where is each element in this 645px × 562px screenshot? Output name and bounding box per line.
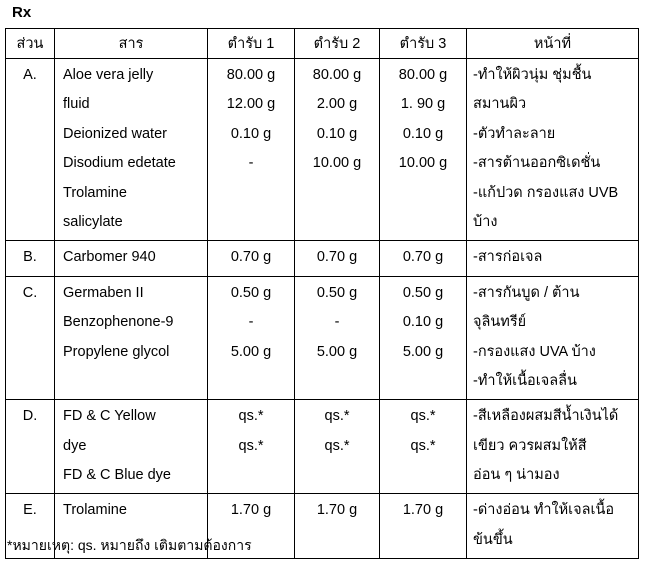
part-label: B. [23, 249, 37, 266]
formula-2-cell [295, 494, 380, 559]
cell-line: 1. 90 g [400, 96, 446, 113]
cell-line [208, 179, 294, 208]
table-row [6, 241, 639, 276]
cell-line: บ้าง [473, 213, 498, 230]
cell-line: -สีเหลืองผสมสีน้ำเงินได้ [473, 408, 619, 425]
substance-cell [55, 241, 208, 276]
cell-line: -ทำให้ผิวนุ่ม ชุ่มชื้น [473, 67, 592, 83]
part-label: D. [22, 408, 38, 425]
cell-line: 0.10 g [316, 125, 358, 142]
cell-line: qs.* [324, 437, 350, 454]
header-formula-2: ตำรับ 2 [295, 29, 380, 59]
cell-line: -กรองแสง UVA บ้าง [473, 343, 596, 360]
table-row [6, 400, 639, 494]
formula-3-cell [380, 59, 467, 241]
part-label: E. [23, 502, 37, 519]
part-cell [6, 59, 55, 241]
cell-line: Deionized water [63, 125, 167, 142]
cell-line: -ตัวทำละลาย [473, 125, 556, 142]
cell-line: 0.50 g [402, 284, 444, 301]
cell-line [55, 367, 207, 396]
cell-line: Trolamine [63, 184, 127, 201]
cell-line: -สารกันบูด / ต้าน [473, 284, 580, 301]
cell-line: สมานผิว [473, 96, 527, 113]
cell-line: Trolamine [63, 502, 127, 519]
function-cell [467, 494, 639, 559]
cell-line: fluid [63, 96, 90, 113]
cell-line: 1.70 g [230, 502, 272, 519]
cell-line: FD & C Yellow [63, 408, 156, 425]
cell-line: Aloe vera jelly [63, 67, 154, 83]
cell-line: qs.* [410, 408, 436, 425]
cell-line: 0.10 g [402, 125, 444, 142]
header-function: หน้าที่ [467, 29, 639, 59]
formula-2-cell [295, 276, 380, 400]
cell-line: - [334, 314, 340, 331]
cell-line [295, 461, 379, 490]
cell-line: Carbomer 940 [63, 249, 156, 266]
cell-line: - [248, 314, 254, 331]
cell-line: qs.* [410, 437, 436, 454]
header-part: ส่วน [6, 29, 55, 59]
part-label: A. [23, 67, 37, 83]
cell-line [208, 461, 294, 490]
function-cell [467, 276, 639, 400]
cell-line: 0.10 g [230, 125, 272, 142]
formula-3-cell [380, 400, 467, 494]
function-cell [467, 241, 639, 276]
cell-line: 10.00 g [312, 155, 362, 172]
cell-line: 5.00 g [230, 343, 272, 360]
prescription-title: Rx [12, 4, 32, 21]
cell-line: 0.50 g [230, 284, 272, 301]
cell-line: -สารต้านออกซิเดชั่น [473, 155, 601, 172]
cell-line: 80.00 g [312, 67, 362, 83]
cell-line: -ด่างอ่อน ทำให้เจลเนื้อ [473, 502, 615, 519]
cell-line [295, 526, 379, 555]
formula-3-cell [380, 494, 467, 559]
cell-line: 5.00 g [316, 343, 358, 360]
cell-line: 0.70 g [230, 249, 272, 266]
formula-2-cell [295, 241, 380, 276]
footnote: *หมายเหตุ: qs. หมายถึง เติมตามต้องการ [7, 537, 252, 553]
cell-line [380, 461, 466, 490]
substance-cell [55, 400, 208, 494]
cell-line: FD & C Blue dye [63, 467, 171, 484]
cell-line: salicylate [63, 213, 123, 230]
cell-line: จุลินทรีย์ [473, 314, 527, 331]
cell-line: อ่อน ๆ น่ามอง [473, 467, 560, 484]
cell-line: 80.00 g [226, 67, 276, 83]
cell-line: ข้นขึ้น [473, 531, 513, 548]
cell-line: 1.70 g [402, 502, 444, 519]
part-cell [6, 400, 55, 494]
substance-cell [55, 59, 208, 241]
cell-line: Propylene glycol [63, 343, 170, 360]
cell-line: 1.70 g [316, 502, 358, 519]
cell-line [295, 367, 379, 396]
cell-line [208, 208, 294, 237]
cell-line: qs.* [238, 408, 264, 425]
formula-1-cell [208, 59, 295, 241]
header-substance: สาร [55, 29, 208, 59]
cell-line: 12.00 g [226, 96, 276, 113]
cell-line: 10.00 g [398, 155, 448, 172]
cell-line [208, 367, 294, 396]
cell-line: -แก้ปวด กรองแสง UVB [473, 184, 619, 201]
cell-line: - [248, 155, 254, 172]
formula-3-cell [380, 276, 467, 400]
cell-line [295, 179, 379, 208]
formulation-table [5, 28, 639, 559]
formula-1-cell [208, 241, 295, 276]
cell-line [380, 367, 466, 396]
table-row [6, 276, 639, 400]
cell-line: 0.10 g [402, 314, 444, 331]
formula-1-cell [208, 400, 295, 494]
header-formula-3: ตำรับ 3 [380, 29, 467, 59]
function-cell [467, 400, 639, 494]
cell-line: 0.70 g [316, 249, 358, 266]
part-cell [6, 241, 55, 276]
cell-line: 2.00 g [316, 96, 358, 113]
header-row [6, 29, 639, 59]
cell-line: 80.00 g [398, 67, 448, 83]
cell-line [380, 179, 466, 208]
cell-line [380, 526, 466, 555]
table-row [6, 59, 639, 241]
cell-line [295, 208, 379, 237]
cell-line: เขียว ควรผสมให้สี [473, 437, 587, 454]
header-formula-1: ตำรับ 1 [208, 29, 295, 59]
cell-line [380, 208, 466, 237]
function-cell [467, 59, 639, 241]
cell-line: Benzophenone-9 [63, 314, 174, 331]
formula-1-cell [208, 276, 295, 400]
cell-line: 0.50 g [316, 284, 358, 301]
formula-2-cell [295, 59, 380, 241]
cell-line: qs.* [238, 437, 264, 454]
cell-line: 0.70 g [402, 249, 444, 266]
cell-line: dye [63, 437, 87, 454]
cell-line: -ทำให้เนื้อเจลลื่น [473, 372, 577, 389]
cell-line: qs.* [324, 408, 350, 425]
cell-line: -สารก่อเจล [473, 249, 543, 266]
part-cell [6, 276, 55, 400]
cell-line: Disodium edetate [63, 155, 176, 172]
cell-line: 5.00 g [402, 343, 444, 360]
cell-line: Germaben II [63, 284, 144, 301]
formula-2-cell [295, 400, 380, 494]
substance-cell [55, 276, 208, 400]
formula-3-cell [380, 241, 467, 276]
part-label: C. [22, 284, 38, 301]
